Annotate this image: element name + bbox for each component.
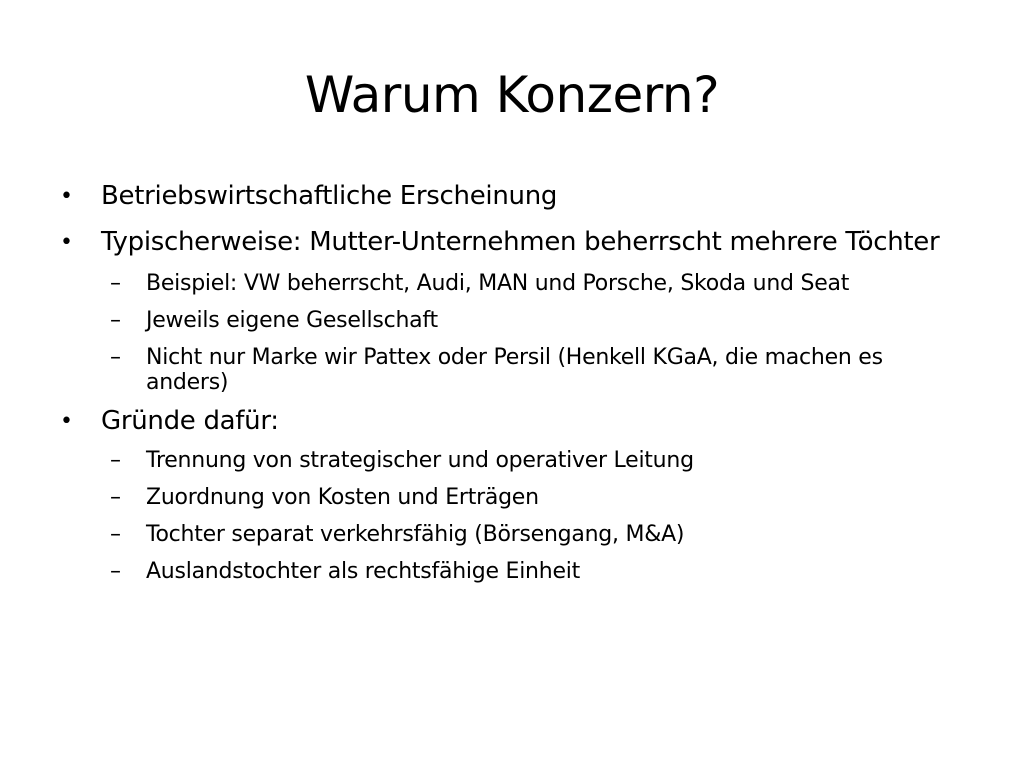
bullet-text: Tochter separat verkehrsfähig (Börsengang, M&A)	[146, 522, 685, 547]
bullet-icon: •	[60, 409, 73, 434]
dash-icon: –	[110, 345, 121, 370]
list-item	[60, 485, 960, 510]
list-item	[60, 407, 960, 436]
dash-icon: –	[110, 308, 121, 333]
list-item	[60, 271, 960, 296]
bullet-text: Auslandstochter als rechtsfähige Einheit	[146, 559, 580, 584]
bullet-text: Gründe dafür:	[101, 406, 279, 436]
dash-icon: –	[110, 485, 121, 510]
list-item	[60, 448, 960, 473]
bullet-text: Betriebswirtschaftliche Erscheinung	[101, 181, 558, 211]
list-item	[60, 228, 960, 257]
bullet-text: Nicht nur Marke wir Pattex oder Persil (Henkell KGaA, die machen es anders)	[146, 345, 883, 395]
dash-icon: –	[110, 271, 121, 296]
bullet-text: Typischerweise: Mutter-Unternehmen beherrscht mehrere Töchter	[101, 227, 940, 257]
bullet-text: Jeweils eigene Gesellschaft	[146, 308, 438, 333]
bullet-icon: •	[60, 184, 73, 209]
list-item	[60, 345, 960, 395]
list-item	[60, 182, 960, 211]
list-item	[60, 559, 960, 584]
dash-icon: –	[110, 522, 121, 547]
list-item	[60, 308, 960, 333]
bullet-text: Trennung von strategischer und operativer Leitung	[146, 448, 694, 473]
dash-icon: –	[110, 448, 121, 473]
bullet-text: Beispiel: VW beherrscht, Audi, MAN und Porsche, Skoda und Seat	[146, 271, 850, 296]
bullet-list	[60, 182, 960, 584]
bullet-text: Zuordnung von Kosten und Erträgen	[146, 485, 539, 510]
dash-icon: –	[110, 559, 121, 584]
bullet-icon: •	[60, 230, 73, 255]
slide-title: Warum Konzern?	[304, 66, 720, 124]
list-item	[60, 522, 960, 547]
